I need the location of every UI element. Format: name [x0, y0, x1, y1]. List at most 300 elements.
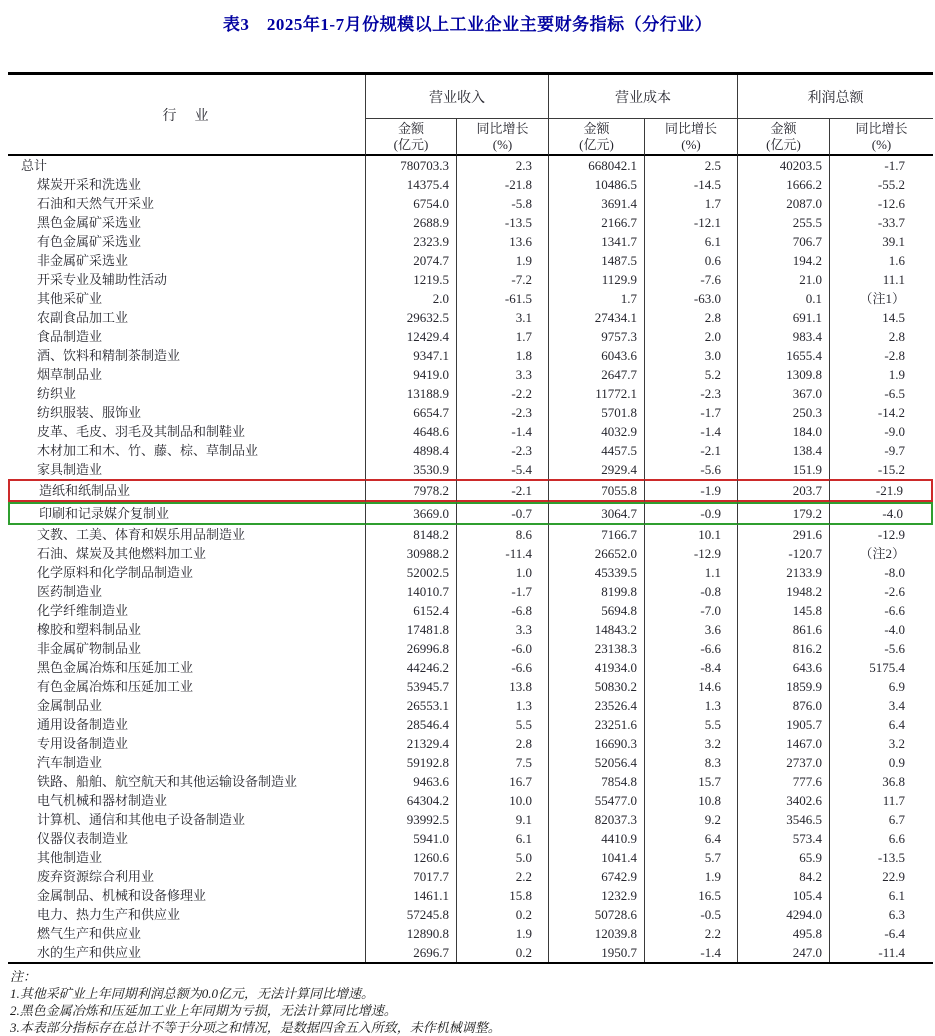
table-row [8, 525, 933, 544]
revenue-growth: -6.8 [456, 601, 548, 620]
profit-growth: 6.3 [829, 905, 933, 924]
revenue-growth: -61.5 [456, 289, 548, 308]
cost-growth: -12.9 [644, 544, 737, 563]
table-row [8, 232, 933, 251]
revenue-amount: 93992.5 [365, 810, 456, 829]
industry-name: 燃气生产和供应业 [37, 926, 142, 941]
cost-growth: -5.6 [644, 460, 737, 479]
table-row [8, 441, 933, 460]
sub-header-cost-growth [644, 119, 737, 156]
profit-amount: -120.7 [737, 544, 829, 563]
profit-growth: 3.2 [829, 734, 933, 753]
cost-growth: 3.0 [644, 346, 737, 365]
revenue-growth: 0.2 [456, 943, 548, 962]
cost-amount: 1041.4 [548, 848, 644, 867]
profit-growth: 6.9 [829, 677, 933, 696]
table-row [8, 308, 933, 327]
revenue-amount: 9419.0 [365, 365, 456, 384]
revenue-amount: 6654.7 [365, 403, 456, 422]
profit-amount: 777.6 [737, 772, 829, 791]
table-row [8, 810, 933, 829]
revenue-growth: -2.2 [456, 384, 548, 403]
profit-growth: -12.6 [829, 194, 933, 213]
industry-name: 黑色金属矿采选业 [37, 215, 142, 230]
revenue-amount: 21329.4 [365, 734, 456, 753]
cost-growth: 8.3 [644, 753, 737, 772]
table-row [8, 544, 933, 563]
profit-growth: 0.9 [829, 753, 933, 772]
cost-amount: 5701.8 [548, 403, 644, 422]
profit-amount: 706.7 [737, 232, 829, 251]
sub-header-growth-line1: 同比增长 [664, 120, 717, 136]
profit-growth: -6.4 [829, 924, 933, 943]
profit-growth: 11.1 [829, 270, 933, 289]
table-row [8, 289, 933, 308]
profit-growth: 39.1 [829, 232, 933, 251]
profit-amount: 291.6 [737, 525, 829, 544]
cost-growth: 15.7 [644, 772, 737, 791]
profit-growth: -13.5 [829, 848, 933, 867]
cost-amount: 16690.3 [548, 734, 644, 753]
industry-name: 酒、饮料和精制茶制造业 [37, 348, 181, 363]
revenue-growth: 9.1 [456, 810, 548, 829]
group-header-profit: 利润总额 [737, 75, 933, 119]
cost-amount: 668042.1 [548, 156, 644, 175]
cost-growth: -0.8 [644, 582, 737, 601]
industry-name: 开采专业及辅助性活动 [37, 272, 168, 287]
profit-amount: 255.5 [737, 213, 829, 232]
profit-amount: 3402.6 [737, 791, 829, 810]
sub-header-growth-line2: (%) [681, 136, 701, 152]
industry-name: 黑色金属冶炼和压延加工业 [37, 660, 194, 675]
cost-growth: 5.2 [644, 365, 737, 384]
cost-amount: 82037.3 [548, 810, 644, 829]
profit-amount: 105.4 [737, 886, 829, 905]
revenue-amount: 5941.0 [365, 829, 456, 848]
profit-amount: 691.1 [737, 308, 829, 327]
footnotes [10, 968, 935, 1036]
cost-amount: 8199.8 [548, 582, 644, 601]
table-row [8, 460, 933, 479]
industry-name: 医药制造业 [37, 584, 103, 599]
revenue-amount: 2323.9 [365, 232, 456, 251]
cost-growth: 10.1 [644, 525, 737, 544]
cost-growth: -2.3 [644, 384, 737, 403]
revenue-amount: 53945.7 [365, 677, 456, 696]
revenue-amount: 1260.6 [365, 848, 456, 867]
sub-header-growth-line1: 同比增长 [476, 120, 529, 136]
revenue-amount: 30988.2 [365, 544, 456, 563]
cost-amount: 4032.9 [548, 422, 644, 441]
profit-amount: 21.0 [737, 270, 829, 289]
revenue-amount: 12890.8 [365, 924, 456, 943]
cost-growth: -1.7 [644, 403, 737, 422]
table-row [8, 346, 933, 365]
table-row [8, 194, 933, 213]
profit-growth: -4.0 [829, 502, 933, 525]
profit-growth: -55.2 [829, 175, 933, 194]
revenue-amount: 6754.0 [365, 194, 456, 213]
table-row [8, 213, 933, 232]
table-row [8, 791, 933, 810]
revenue-amount: 2696.7 [365, 943, 456, 962]
profit-amount: 0.1 [737, 289, 829, 308]
industry-name: 石油和天然气开采业 [37, 196, 155, 211]
industry-name: 纺织业 [37, 386, 77, 401]
cost-amount: 23526.4 [548, 696, 644, 715]
cost-growth: -0.5 [644, 905, 737, 924]
profit-amount: 2087.0 [737, 194, 829, 213]
revenue-amount: 4648.6 [365, 422, 456, 441]
cost-amount: 1487.5 [548, 251, 644, 270]
revenue-growth: 2.8 [456, 734, 548, 753]
profit-growth: 6.6 [829, 829, 933, 848]
industry-name: 煤炭开采和洗选业 [37, 177, 142, 192]
revenue-amount: 12429.4 [365, 327, 456, 346]
revenue-growth: 5.0 [456, 848, 548, 867]
revenue-growth: 3.3 [456, 365, 548, 384]
profit-amount: 250.3 [737, 403, 829, 422]
cost-growth: -0.9 [644, 502, 737, 525]
cost-amount: 23138.3 [548, 639, 644, 658]
cost-amount: 11772.1 [548, 384, 644, 403]
profit-growth: 22.9 [829, 867, 933, 886]
industry-name: 专用设备制造业 [37, 736, 129, 751]
revenue-growth: 15.8 [456, 886, 548, 905]
profit-amount: 367.0 [737, 384, 829, 403]
cost-amount: 1.7 [548, 289, 644, 308]
revenue-growth: 1.3 [456, 696, 548, 715]
revenue-growth: 5.5 [456, 715, 548, 734]
profit-growth: -9.0 [829, 422, 933, 441]
cost-growth: 16.5 [644, 886, 737, 905]
industry-name: 食品制造业 [37, 329, 103, 344]
profit-growth: -6.5 [829, 384, 933, 403]
cost-growth: 1.1 [644, 563, 737, 582]
sub-header-amount-line2: (亿元) [393, 136, 429, 152]
industry-name: 皮革、毛皮、羽毛及其制品和制鞋业 [37, 424, 246, 439]
revenue-amount: 1461.1 [365, 886, 456, 905]
profit-amount: 203.7 [737, 479, 829, 502]
industry-name: 通用设备制造业 [37, 717, 129, 732]
profit-growth: -4.0 [829, 620, 933, 639]
revenue-growth: -5.4 [456, 460, 548, 479]
revenue-growth: 1.9 [456, 924, 548, 943]
profit-amount: 816.2 [737, 639, 829, 658]
cost-growth: 6.1 [644, 232, 737, 251]
profit-growth: 6.7 [829, 810, 933, 829]
cost-amount: 23251.6 [548, 715, 644, 734]
cost-amount: 6742.9 [548, 867, 644, 886]
cost-amount: 4410.9 [548, 829, 644, 848]
revenue-growth: -1.7 [456, 582, 548, 601]
industry-name: 其他制造业 [37, 850, 103, 865]
cost-amount: 41934.0 [548, 658, 644, 677]
cost-amount: 45339.5 [548, 563, 644, 582]
profit-growth: -14.2 [829, 403, 933, 422]
table-row [8, 156, 933, 175]
profit-amount: 145.8 [737, 601, 829, 620]
industry-name: 其他采矿业 [37, 291, 103, 306]
industry-name: 有色金属矿采选业 [37, 234, 142, 249]
table-row [8, 848, 933, 867]
profit-growth: 3.4 [829, 696, 933, 715]
profit-growth: 5175.4 [829, 658, 933, 677]
profit-growth: -11.4 [829, 943, 933, 962]
industry-name: 仪器仪表制造业 [37, 831, 129, 846]
profit-amount: 876.0 [737, 696, 829, 715]
profit-amount: 179.2 [737, 502, 829, 525]
group-header-revenue: 营业收入 [365, 75, 548, 119]
cost-amount: 14843.2 [548, 620, 644, 639]
cost-growth: 5.7 [644, 848, 737, 867]
cost-amount: 50728.6 [548, 905, 644, 924]
cost-amount: 3064.7 [548, 502, 644, 525]
cost-growth: -6.6 [644, 639, 737, 658]
cost-growth: 2.8 [644, 308, 737, 327]
page-title: 表3 2025年1-7月份规模以上工业企业主要财务指标（分行业） [222, 15, 713, 34]
cost-amount: 1129.9 [548, 270, 644, 289]
table-body [8, 156, 933, 962]
revenue-amount: 44246.2 [365, 658, 456, 677]
profit-amount: 1666.2 [737, 175, 829, 194]
industry-name: 农副食品加工业 [37, 310, 129, 325]
revenue-amount: 6152.4 [365, 601, 456, 620]
revenue-growth: -2.3 [456, 403, 548, 422]
revenue-amount: 7978.2 [365, 479, 456, 502]
cost-amount: 52056.4 [548, 753, 644, 772]
revenue-amount: 7017.7 [365, 867, 456, 886]
revenue-amount: 57245.8 [365, 905, 456, 924]
profit-amount: 138.4 [737, 441, 829, 460]
profit-amount: 643.6 [737, 658, 829, 677]
revenue-amount: 2074.7 [365, 251, 456, 270]
cost-amount: 55477.0 [548, 791, 644, 810]
revenue-growth: -7.2 [456, 270, 548, 289]
revenue-growth: 1.7 [456, 327, 548, 346]
profit-growth: -21.9 [829, 479, 933, 502]
profit-growth: 36.8 [829, 772, 933, 791]
industry-name: 金属制品、机械和设备修理业 [37, 888, 207, 903]
sub-header-amount-line1: 金额 [583, 120, 610, 136]
industry-name: 木材加工和木、竹、藤、棕、草制品业 [37, 443, 259, 458]
revenue-amount: 29632.5 [365, 308, 456, 327]
industry-name: 有色金属冶炼和压延加工业 [37, 679, 194, 694]
revenue-amount: 4898.4 [365, 441, 456, 460]
cost-amount: 1341.7 [548, 232, 644, 251]
revenue-growth: -13.5 [456, 213, 548, 232]
industry-name: 橡胶和塑料制品业 [37, 622, 142, 637]
profit-growth: 6.1 [829, 886, 933, 905]
cost-growth: 0.6 [644, 251, 737, 270]
cost-amount: 10486.5 [548, 175, 644, 194]
table-header [8, 75, 933, 156]
revenue-growth: 1.0 [456, 563, 548, 582]
revenue-amount: 26996.8 [365, 639, 456, 658]
industry-name: 计算机、通信和其他电子设备制造业 [37, 812, 246, 827]
table-row [8, 620, 933, 639]
table-row [8, 829, 933, 848]
revenue-amount: 8148.2 [365, 525, 456, 544]
revenue-amount: 64304.2 [365, 791, 456, 810]
sub-header-growth-line2: (%) [492, 136, 513, 152]
table-row [8, 696, 933, 715]
table-row [8, 601, 933, 620]
industry-name: 铁路、船舶、航空航天和其他运输设备制造业 [37, 774, 298, 789]
profit-growth: -8.0 [829, 563, 933, 582]
cost-amount: 1232.9 [548, 886, 644, 905]
footnote-label: 注： [10, 969, 37, 984]
profit-amount: 4294.0 [737, 905, 829, 924]
cost-amount: 2929.4 [548, 460, 644, 479]
table-row [8, 502, 933, 525]
profit-amount: 495.8 [737, 924, 829, 943]
cost-amount: 7055.8 [548, 479, 644, 502]
industry-name: 非金属矿采选业 [37, 253, 129, 268]
cost-amount: 12039.8 [548, 924, 644, 943]
revenue-growth: -0.7 [456, 502, 548, 525]
profit-growth: （注1） [829, 289, 933, 308]
cost-growth: -7.0 [644, 601, 737, 620]
table-row [8, 905, 933, 924]
profit-growth: -15.2 [829, 460, 933, 479]
revenue-growth: 1.8 [456, 346, 548, 365]
table-row [8, 251, 933, 270]
table-row [8, 924, 933, 943]
cost-growth: 3.2 [644, 734, 737, 753]
cost-amount: 9757.3 [548, 327, 644, 346]
table-row [8, 886, 933, 905]
profit-amount: 151.9 [737, 460, 829, 479]
revenue-amount: 13188.9 [365, 384, 456, 403]
revenue-amount: 3669.0 [365, 502, 456, 525]
profit-amount: 1948.2 [737, 582, 829, 601]
cost-growth: 2.0 [644, 327, 737, 346]
profit-growth: 6.4 [829, 715, 933, 734]
revenue-growth: -2.3 [456, 441, 548, 460]
profit-growth: 1.9 [829, 365, 933, 384]
sub-header-amount-line2: (亿元) [579, 136, 614, 152]
revenue-growth: 13.8 [456, 677, 548, 696]
table-row [8, 327, 933, 346]
financial-indicators-table [8, 72, 933, 964]
revenue-amount: 14010.7 [365, 582, 456, 601]
profit-growth: 1.6 [829, 251, 933, 270]
revenue-growth: 8.6 [456, 525, 548, 544]
table-row [8, 677, 933, 696]
profit-amount: 1859.9 [737, 677, 829, 696]
profit-growth: -2.8 [829, 346, 933, 365]
revenue-amount: 2.0 [365, 289, 456, 308]
table-row [8, 867, 933, 886]
revenue-amount: 26553.1 [365, 696, 456, 715]
cost-amount: 5694.8 [548, 601, 644, 620]
revenue-growth: 6.1 [456, 829, 548, 848]
profit-amount: 40203.5 [737, 156, 829, 175]
cost-growth: 1.7 [644, 194, 737, 213]
revenue-amount: 14375.4 [365, 175, 456, 194]
cost-growth: 3.6 [644, 620, 737, 639]
industry-name: 非金属矿物制品业 [37, 641, 142, 656]
revenue-growth: 10.0 [456, 791, 548, 810]
sub-header-amount-line2: (亿元) [766, 136, 801, 152]
profit-growth: -5.6 [829, 639, 933, 658]
industry-name: 印刷和记录媒介复制业 [8, 502, 365, 525]
table-row [8, 365, 933, 384]
profit-amount: 1309.8 [737, 365, 829, 384]
cost-amount: 2647.7 [548, 365, 644, 384]
industry-column-header: 行 业 [8, 75, 365, 156]
profit-amount: 1655.4 [737, 346, 829, 365]
cost-amount: 27434.1 [548, 308, 644, 327]
cost-growth: -14.5 [644, 175, 737, 194]
cost-amount: 26652.0 [548, 544, 644, 563]
table-row [8, 270, 933, 289]
revenue-growth: 2.3 [456, 156, 548, 175]
table-row [8, 422, 933, 441]
revenue-amount: 9347.1 [365, 346, 456, 365]
profit-amount: 1467.0 [737, 734, 829, 753]
revenue-growth: -2.1 [456, 479, 548, 502]
industry-name: 电气机械和器材制造业 [37, 793, 168, 808]
sub-header-profit-amount [737, 119, 829, 156]
table-row [8, 403, 933, 422]
cost-growth: -1.4 [644, 422, 737, 441]
revenue-amount: 3530.9 [365, 460, 456, 479]
footnote-1: 1.其他采矿业上年同期利润总额为0.0亿元，无法计算同比增速。 [10, 986, 375, 1001]
industry-name: 造纸和纸制品业 [8, 479, 365, 502]
profit-amount: 247.0 [737, 943, 829, 962]
cost-growth: -12.1 [644, 213, 737, 232]
industry-name: 化学原料和化学制品制造业 [37, 565, 194, 580]
cost-amount: 7854.8 [548, 772, 644, 791]
cost-growth: 10.8 [644, 791, 737, 810]
revenue-growth: 1.9 [456, 251, 548, 270]
revenue-amount: 2688.9 [365, 213, 456, 232]
table-row [8, 772, 933, 791]
revenue-growth: 2.2 [456, 867, 548, 886]
profit-growth: -6.6 [829, 601, 933, 620]
profit-amount: 1905.7 [737, 715, 829, 734]
table-row [8, 384, 933, 403]
sub-header-amount-line1: 金额 [770, 120, 797, 136]
sub-header-growth-line2: (%) [871, 136, 892, 152]
revenue-growth: -11.4 [456, 544, 548, 563]
cost-amount: 2166.7 [548, 213, 644, 232]
revenue-growth: 13.6 [456, 232, 548, 251]
profit-growth: -33.7 [829, 213, 933, 232]
profit-growth: 14.5 [829, 308, 933, 327]
revenue-amount: 52002.5 [365, 563, 456, 582]
profit-amount: 3546.5 [737, 810, 829, 829]
table-row [8, 582, 933, 601]
revenue-growth: -1.4 [456, 422, 548, 441]
industry-name: 化学纤维制造业 [37, 603, 129, 618]
group-header-cost: 营业成本 [548, 75, 737, 119]
cost-growth: 5.5 [644, 715, 737, 734]
revenue-growth: 3.1 [456, 308, 548, 327]
cost-growth: 1.9 [644, 867, 737, 886]
profit-growth: -12.9 [829, 525, 933, 544]
cost-growth: 2.2 [644, 924, 737, 943]
cost-growth: -8.4 [644, 658, 737, 677]
profit-amount: 2133.9 [737, 563, 829, 582]
industry-name: 家具制造业 [37, 462, 103, 477]
table-row [8, 563, 933, 582]
industry-name: 石油、煤炭及其他燃料加工业 [37, 546, 207, 561]
revenue-growth: 3.3 [456, 620, 548, 639]
revenue-amount: 28546.4 [365, 715, 456, 734]
